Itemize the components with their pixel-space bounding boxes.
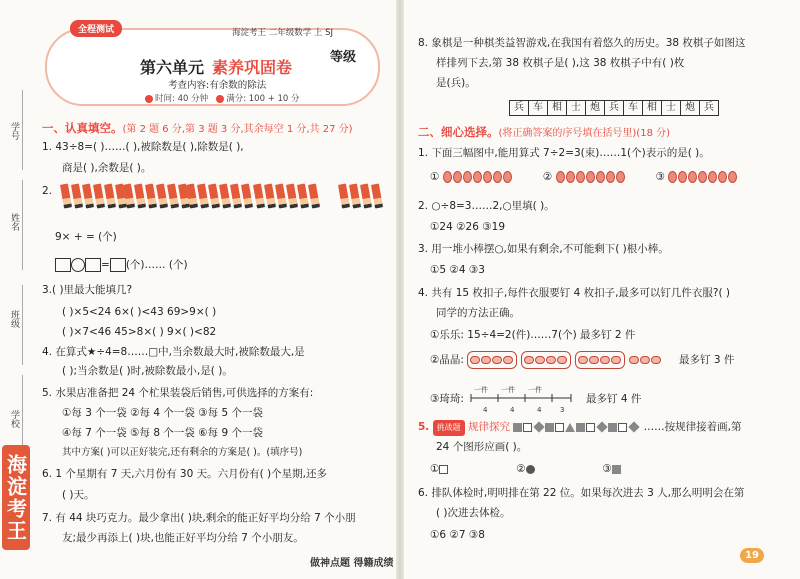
segment-num: 4 — [510, 406, 515, 414]
segment-label: 一件 — [474, 386, 489, 394]
q3-prompt: 3.( )里最大能填几? — [42, 284, 133, 296]
student-number-line[interactable] — [22, 90, 23, 170]
school-label: 学校 — [9, 410, 19, 428]
class-line[interactable] — [22, 285, 23, 365]
segment-num: 4 — [537, 406, 542, 414]
time-limit: 时间: 40 分钟 — [155, 94, 209, 104]
q3-row1: ( )×5<24 6×( )<43 69>9×( ) — [62, 306, 217, 318]
segment-label: 一件 — [528, 386, 543, 394]
q7-line2: 友;最少再添上( )块,也能正好平均分给 7 个小朋友。 — [62, 532, 304, 544]
chess-sequence: 兵 车 相 士 炮 兵 车 相 士 炮 兵 — [510, 100, 719, 116]
c3-options: ①5 ②4 ③3 — [430, 264, 485, 276]
c6-options: ①6 ②7 ③8 — [430, 529, 485, 541]
section1-note: (第 2 题 6 分,第 3 题 3 分,其余每空 1 分,共 27 分) — [122, 124, 353, 135]
segment-num: 4 — [483, 406, 488, 414]
full-score: 满分: 100 + 10 分 — [226, 94, 300, 104]
segment-diagram — [467, 384, 579, 414]
segment-label: 一件 — [501, 386, 516, 394]
section-choice: 二、细心选择。(将正确答案的序号填在括号里)(18 分) — [418, 125, 671, 139]
student-number-label: 学号 — [9, 122, 19, 140]
operator-circle[interactable] — [71, 258, 85, 272]
class-label: 班级 — [9, 310, 19, 328]
q5-options-row2: ④每 7 个一袋 ⑤每 8 个一袋 ⑥每 9 个一袋 — [62, 427, 263, 439]
c6-prompt-2: ( )次进去体检。 — [436, 507, 511, 519]
name-label: 姓名 — [9, 213, 19, 231]
test-content: 考查内容:有余数的除法 — [168, 80, 267, 91]
c1-options: ① ② ③ — [430, 170, 738, 184]
pencil-group-3 — [188, 184, 251, 208]
q7-line1: 7. 有 44 块巧克力。最少拿出( )块,剩余的能正好平均分给 7 个小朋 — [42, 512, 356, 524]
c2-prompt: 2. ○÷8=3……2,○里填( )。 — [418, 200, 555, 212]
test-meta — [145, 92, 300, 104]
unit-title — [140, 55, 292, 78]
pencil-group-4 — [255, 184, 318, 208]
q8-line2: 样排列下去,第 38 枚棋子是( ),这 38 枚棋子中有( )枚 — [436, 57, 685, 69]
c4-option-1: ①乐乐: 15÷4=2(件)……7(个) 最多钉 2 件 — [430, 329, 636, 341]
q3-row2: ( )×7<46 45>8×( ) 9×( )<82 — [62, 326, 217, 338]
c5-prompt-2: 24 个图形应画( )。 — [436, 441, 528, 453]
q8-line3: 是(兵)。 — [436, 77, 476, 89]
answer-box[interactable] — [110, 258, 126, 272]
q1-line1: 1. 43÷8=( )……( ),被除数是( ),除数是( ), — [42, 141, 244, 153]
c5-options: ① ② ③ — [430, 462, 622, 476]
clock-icon — [145, 95, 153, 103]
school-line[interactable] — [22, 375, 23, 455]
q4-line1: 4. 在算式★÷4=8……□中,当余数最大时,被除数最大,是 — [42, 346, 305, 358]
q4-line2: ( );当余数是( )时,被除数最小,是( )。 — [62, 365, 233, 377]
q2-equation-2: = (个)…… (个) — [55, 258, 188, 272]
q5-answer: 其中方案( )可以正好装完,还有剩余的方案是( )。(填序号) — [62, 447, 303, 458]
q5-prompt: 5. 水果店准备把 24 个杧果装袋后销售,可供选择的方案有: — [42, 387, 314, 399]
score-icon — [216, 95, 224, 103]
page-number: 19 — [740, 548, 764, 563]
c4-prompt: 4. 共有 15 枚扣子,每件衣服要钉 4 枚扣子,最多可以钉几件衣服?( ) — [418, 287, 731, 299]
pencil-group-5 — [340, 184, 381, 208]
challenge-title: 规律探究 — [467, 421, 510, 433]
c3-prompt: 3. 用一堆小棒摆○,如果有剩余,不可能剩下( )根小棒。 — [418, 243, 669, 255]
series-info: 海淀考王 二年级数学 上 SJ — [232, 28, 334, 38]
q8-line1: 8. 象棋是一种棋类益智游戏,在我国有着悠久的历史。38 枚棋子如图这 — [418, 37, 746, 49]
q2-number: 2. — [42, 185, 53, 197]
c4-prompt-2: 同学的方法正确。 — [436, 307, 520, 319]
section-fill-blanks: 一、认真填空。(第 2 题 6 分,第 3 题 3 分,其余每空 1 分,共 27 分) — [42, 121, 353, 135]
segment-num: 3 — [560, 406, 565, 414]
q6-line1: 6. 1 个星期有 7 天,六月份有 30 天。六月份有( )个星期,还多 — [42, 468, 327, 480]
test-tag: 全程测试 — [70, 20, 122, 37]
answer-box[interactable] — [55, 258, 71, 272]
c1-prompt: 1. 下面三幅图中,能用算式 7÷2=3(束)……1(个)表示的是( )。 — [418, 147, 710, 159]
c5-prompt: 5. 挑战题 规律探究 ……按规律接着画,第 — [418, 420, 742, 436]
section2-note: (将正确答案的序号填在括号里)(18 分) — [498, 128, 671, 139]
q5-options-row1: ①每 3 个一袋 ②每 4 个一袋 ③每 5 个一袋 — [62, 407, 263, 419]
footer-slogan: 做神点题 得籍成绩 — [310, 558, 394, 569]
grade-label: 等级 — [330, 50, 357, 65]
name-line[interactable] — [22, 180, 23, 270]
pencil-group-2 — [125, 184, 188, 208]
answer-box[interactable] — [85, 258, 101, 272]
c4-option-3: ③琦琦: 一件 一件 一件 4 4 4 3 最多钉 4 件 — [430, 386, 642, 414]
c6-prompt: 6. 排队体检时,明明排在第 22 位。如果每次进去 3 人,那么明明会在第 — [418, 487, 745, 499]
c4-option-2: ②晶晶: 最多钉 3 件 — [430, 351, 734, 369]
pencil-group-1 — [62, 184, 125, 208]
unit-number: 第六单元 — [140, 58, 205, 77]
challenge-badge: 挑战题 — [433, 420, 465, 436]
book-spine — [396, 0, 404, 579]
q1-line2: 商是( ),余数是( )。 — [62, 162, 152, 174]
c2-options: ①24 ②26 ③19 — [430, 221, 505, 233]
brand-logo: 海淀考王 — [2, 445, 30, 550]
q2-equation-1: 9× + = (个) — [55, 231, 117, 243]
q6-line2: ( )天。 — [62, 489, 95, 501]
paper-title: 素养巩固卷 — [212, 58, 293, 77]
